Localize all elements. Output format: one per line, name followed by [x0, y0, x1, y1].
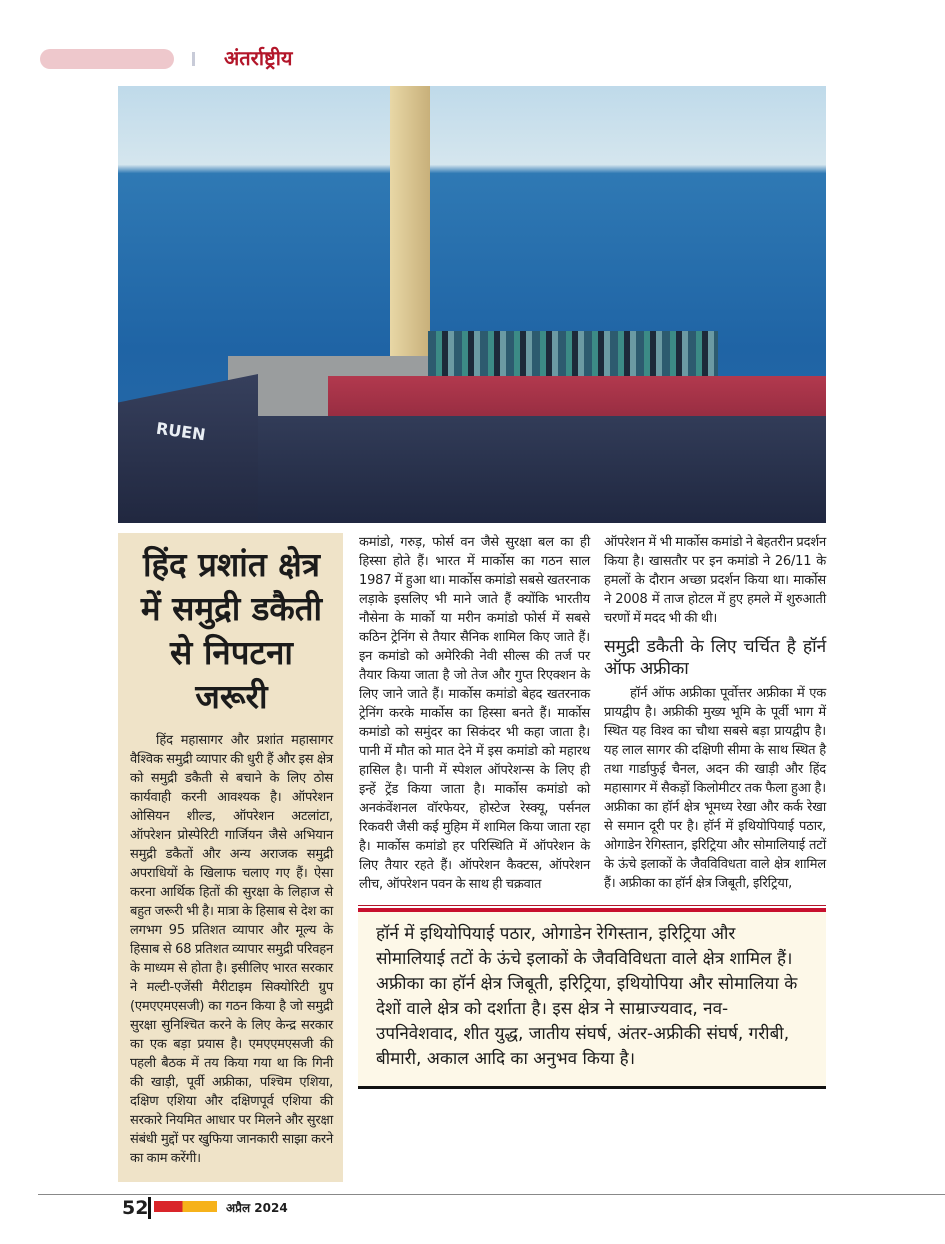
column-3-body-2: हॉर्न ऑफ अफ्रीका पूर्वोत्तर अफ्रीका में एक प्रायद्वीप है। अफ्रीकी मुख्य भूमि के पूर्वी भाग में स्थित यह विश्व का चौथा सबसे बड़ा प्रायद्वीप है। यह लाल सागर की दक्षिणी सीमा के साथ स्थित है तथा गार्डाफुई चैनल, अदन की खाड़ी और हिंद महासागर में सैकड़ों किलोमीटर तक फैला हुआ है। अफ्रीका का हॉर्न क्षेत्र भूमध्य रेखा और कर्क रेखा से समान दूरी पर है। हॉर्न में इथियोपियाई पठार, ओगाडेन रेगिस्तान, इरिट्रिया और सोमालियाई तटों के ऊंचे इलाकों के जैवविविधता वाले क्षेत्र शामिल हैं। अफ्रीका का हॉर्न क्षेत्र जिबूती, इरिट्रिया, — [604, 686, 826, 891]
section-label: अंतर्राष्ट्रीय — [224, 46, 293, 70]
sidebar-box — [118, 533, 343, 1182]
ship-photo — [118, 86, 826, 523]
column-2 — [359, 533, 590, 894]
page-footer — [38, 1194, 945, 1244]
subheading: समुद्री डकैती के लिए चर्चित है हॉर्न ऑफ अफ्रीका — [604, 637, 826, 679]
article — [118, 0, 826, 1182]
footer-divider — [148, 1197, 151, 1219]
main-columns — [353, 533, 826, 1182]
ship-mast — [390, 86, 430, 356]
sidebar-body: हिंद महासागर और प्रशांत महासागर वैश्विक समुद्री व्यापार की धुरी हैं और इस क्षेत्र को समुद्री डकैती से बचाने के लिए ठोस कार्यवाही करनी आवश्यक है। ऑपरेशन ओसियन शील्ड, ऑपरेशन अटलांटा, ऑपरेशन प्रोस्पेरिटी गार्जियन जैसे अभियान समुद्री डकैतों और अन्य अराजक समुद्री अपराधियों के खिलाफ चलाए गए हैं। ऐसा करना आर्थिक हितों की सुरक्षा के लिहाज से बहुत जरूरी भी है। मात्रा के हिसाब से देश का लगभग 95 प्रतिशत व्यापार और मूल्य के हिसाब से 68 प्रतिशत व्यापार समुद्री परिवहन के माध्यम से होता है। इसीलिए भारत सरकार ने मल्टी-एजेंसी मैरीटाइम सिक्योरिटी ग्रुप (एमएएमएसजी) का गठन किया है जो समुद्री सुरक्षा सुनिश्चित करने के लिए केन्द्र सरकार का एक बड़ा प्रयास है। एमएएमएसजी की पहली बैठक में तय किया गया था कि गिनी की खाड़ी, पूर्वी अफ्रीका, पश्चिम एशिया, दक्षिण एशिया और दक्षिणपूर्व एशिया की सरकारे नियमित आधार पर मिलने और सुरक्षा संबंधी मुद्दों पर खुफिया जानकारी साझा करने का काम करेंगी। — [130, 733, 333, 1166]
issue-date: अप्रैल 2024 — [226, 1201, 288, 1215]
crew-group — [428, 331, 718, 376]
column-3 — [604, 533, 826, 894]
quote-rule-bottom — [358, 1086, 826, 1089]
quote-rule-red — [358, 908, 826, 912]
pull-quote — [358, 912, 826, 1086]
article-title: हिंद प्रशांत क्षेत्र में समुद्री डकैती से निपटना जरूरी — [140, 545, 323, 716]
article-body — [118, 533, 826, 1182]
column-2-body: कमांडो, गरुड़, फोर्स वन जैसे सुरक्षा बल का ही हिस्सा होते हैं। भारत में मार्कोस का गठन साल 1987 में हुआ था। मार्कोस कमांडो सबसे खतरनाक लड़ाके इसलिए भी माने जाते हैं क्योंकि भारतीय नौसेना के मार्को या मरीन कमांडो फोर्स में सबसे कठिन ट्रेनिंग से तैयार सैनिक शामिल किए जाते हैं। इन कमांडो को अमेरिकी नेवी सील्स की तर्ज पर तैयार किया जाता है जो तेज और गुप्त रिएक्शन के लिए जाने जाते हैं। मार्कोस कमांडो बेहद खतरनाक ट्रेनिंग करके मार्कोस का हिस्सा बनते हैं। मार्कोस कमांडो को समुंदर का सिकंदर भी कहा जाता है। पानी में मौत को मात देने में इस कमांडो को महारथ हासिल है। पानी में स्पेशल ऑपरेशन्स के लिए ही इन्हें ट्रेंड किया जाता है। मार्कोस कमांडो को अनकंवेंशनल वॉरफेयर, होस्टेज रेस्क्यू, पर्सनल रिकवरी जैसी कई मुहिम में शामिल किया जाता रहा है। मार्कोस कमांडो हर परिस्थिति में ऑपरेशन के लिए तैयार रहते हैं। ऑपरेशन कैक्टस, ऑपरेशन लीच, ऑपरेशन पवन के साथ ही चक्रवात — [359, 535, 590, 892]
ship-name: RUEN — [154, 418, 207, 445]
column-3-body-1: ऑपरेशन में भी मार्कोस कमांडो ने बेहतरीन प्रदर्शन किया है। खासतौर पर इन कमांडो ने 26/11 के हमलों के दौरान अच्छा प्रदर्शन किया था। मार्कोस ने 2008 में ताज होटल में हुए हमले में शुरुआती चरणों में मदद भी की थी। — [604, 535, 826, 626]
page-number: 52 — [122, 1197, 149, 1219]
quote-rule-thin — [358, 905, 826, 906]
pull-quote-text: हॉर्न में इथियोपियाई पठार, ओगाडेन रेगिस्तान, इरिट्रिया और सोमालियाई तटों के ऊंचे इलाकों के जैवविविधता वाले क्षेत्र शामिल हैं। अफ्रीका का हॉर्न क्षेत्र जिबूती, इरिट्रिया, इथियोपिया और सोमालिया के देशों वाले क्षेत्र को दर्शाता है। इस क्षेत्र ने साम्राज्यवाद, नव-उपनिवेशवाद, शीत युद्ध, जातीय संघर्ष, अंतर-अफ्रीकी संघर्ष, गरीबी, बीमारी, अकाल आदि का अनुभव किया है। — [376, 924, 798, 1069]
magazine-logo — [154, 1201, 217, 1212]
footer-rule — [38, 1194, 945, 1195]
